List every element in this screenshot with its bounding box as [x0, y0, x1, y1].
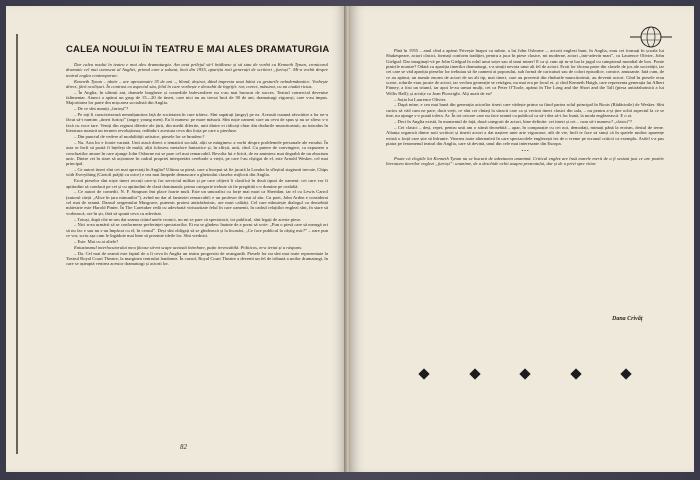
paragraph: Eroii pieselor sînt niște tineri recruți care-și fac serviciul militar și pe care ofițerii îi clasifică în două tipuri de oameni: cei care vor fi aptitudini să conducă pe cei și cu aptitudini de clasă dominantă; prima categorie trebuie să fie pregătită s-o domine pe cealaltă.: [66, 178, 328, 189]
paragraph: – După mine, e cea mai bună din generația actorilor tineri care vădește prima sa fiind partea rolul principal în Roots (Rădăcinile) de Wesker. Sînt curios să văd cum ne pare, dacă vreți, ce sînt cei cîntați la săracii care ca și vecinii tineri clasici din sala, – nu pentru a-și ține ochii aspectul la ce se tine, nu ajunge s-o poată tolera. Ar. În tot oricare care nu face seamă cu publicul ca să-i dea să-i fac bună, la moda englezească. E o zi.: [386, 102, 664, 119]
ornament-row: [420, 366, 630, 382]
paragraph: – În Anglia, în ultimii ani, dramele burgheze și comediile bulevardiere nu s-au mai bucurat de succes. Teatrul comercial devenise falimentar. Atunci a apărut un grup de 15—20 de tineri, care nici nu au trecut încă de 30 de ani, dramaturgi viguroși, care s-au impus. Majoritatea lor parte din mișcarea socialistă din Anglia.: [66, 89, 328, 106]
paragraph: – Soția lui Laurence Olivier.: [394, 96, 447, 102]
right-text-column: [386, 48, 664, 167]
right-page: [350, 6, 694, 472]
diamond-ornament-icon: [620, 368, 631, 379]
paragraph: Dar calea noului în teatru e mai ales dramaturgia. Am avut prilejul să-l întâlnesc și să stau de vorbă cu Kenneth Tynan, cronicarul dramatic cel mai cunoscut al Angliei, primul care a salutat, încă din 1955, apariția noii generații de scriitori „furioși”. Mi-a vorbit despre teatrul englez contemporan:: [66, 62, 328, 78]
paragraph: – Totuși, după cîte m-am dat seama citind unele cronici, nu mi se pare că spectatorii, tot publicul, sînt legați de aceste piese.: [74, 216, 302, 222]
paragraph: Entuziasmul interlocutorului meu făcuse să-mi scape această întrebare, puțin irevocabilă. Politicos, m-a iertat și a răspuns:: [74, 244, 303, 250]
diamond-ornament-icon: [469, 368, 480, 379]
paragraph: – Din punctul de vedere al modalității artistice, piesele lor se înrudesc?: [74, 133, 205, 139]
paragraph: – Pe toți îi caracterizează nemulțumirea față de societatea în care trăiesc. Sînt supărați (angry) pe ea. Această cunună răsvrătire a lor ne-a făcut să-i numim „tineri furioși” (angry young men). Eu îi numesc pe mare măsură. Sînt niște oameni care au ceva de spus și nu se sfiesc s-o facă cu voce tare. Veniți din regiuni diferite ale țării, din medii diferite, unii dintre ei ridicați chiar din rîndurile muncitorimii, au introdus în literatura noastră un termen revoluționar, redîndu-i acestuia ceva din forța pe care o pierduse.: [66, 112, 328, 134]
article-title: CALEA NOULUI ÎN TEATRU E MAI ALES DRAMATURGIA: [66, 44, 330, 55]
globe-emblem-icon: [630, 26, 672, 48]
paragraph: – De ce sînt numiți „furioși”?: [74, 106, 129, 112]
paragraph: Poate că elogiile lui Kenneth Tynan nu se bucură de adeziunea unanimă. Criticul englez are însă marele merit de a fi sesizat just ce are pozitiv literatura tinerilor englezi „furioși”: unanime, de a deschide ochii asupra prezentului, dar și de a privi spre viitor.: [386, 155, 664, 166]
margin-rule: [16, 34, 18, 454]
page-number: 82: [180, 443, 187, 451]
paragraph: Pînă în 1955 – anul cînd a apărut Privește înapoi cu mînie, a lui John Osborne –, actorii englezi buni, în Anglia, erau cei formați în școala lui Shakespeare, actori clasici, formați conform tradiției, pentru a juca în piese clasice, mi moderne, actori „intr-adevăr mari”, cu Laurence Olivier, John Gielgud. Dar imaginați-vă pe John Gielgud în rolul unui soțer sau al unui miner! E ca și cum ați m-ai lua la jugul cu campionul mondial de box. Ponte pinicile noastre? Odată cu apariția tinerilor dramaturgi, s-a simțit nevoia unui alt fel de actori. Eroii lor făceau parte din clasele de jos ale societății, iar cei care se văd apariția pieselor lor trebuiau să fie oameni ai poporului, sub formă de caricaturi sau de colori episodice, comice, amuzante. Iată cum, de ce au apărut, un număr enorm de actori de un alt tip, mai tineri, care au provenit din rîndurile muncitorimii, au devenit actori. Cînd în piesele erau scrise, rolurile erau jucate de actori, iar vechea generație se retrăgea, nu mai era pe locul ei, și cînd Kenneth Haigh, care reprezenta generația lui Albert Finney, a fost un triumf, iar apoi le-au urmat mulți, cei ca Peter O'Toole, apărut în The Long and the Short and the Tall (piesa antirăzboinică a lui Willis Hall); și actrițe ca Joan Plowright. Alți auzit de ea?: [386, 48, 664, 96]
diamond-ornament-icon: [418, 368, 429, 379]
paragraph: – Ce autori tineri sînt cei mai apreciați în Anglia? Ultima sa piesă, care a început să fie jucată la Londra la sfîrșitul stagiunii trecute, Chips with Everything (Cartofi prăjiți cu orice) e cea mai limpede demascare a ghetoului claselor mijlocii din Anglia.: [66, 167, 328, 178]
left-text-column: [66, 62, 328, 267]
paragraph: – Deci în Anglia există, în momentul de față, două categorii de actori, bine definite: cei tineri și cei... cum să-i numesc? „clasici”?: [394, 118, 633, 124]
paragraph: Kenneth Tynan – tânăr – are aproximativ 35 de ani –, blond, deșirat, dând impresia unui băiat cu gesturile neîndemânatice. Vorbește direct, fără ocolișuri. În contrast cu aspectul său, felul în care vorbește e deosebit de îngrijit: rar, corect, măsurat, cu un ciudat rictus.: [66, 78, 328, 89]
diamond-ornament-icon: [570, 368, 581, 379]
paragraph: – Da. Cel mai de seamă este faptul de a fi ceva în Anglia un teatru progresist de avangardă. Piesele lor nu sînt mai toate reprezentate la Teatrul Royal Court Theatre, la marginea centrului londonez. În cursul, Royal Court Theatre a devenit un fel de tribună a noilor dramaturgi, în care se așteaptă venirea acestor dramaturgi și actorii lor.: [66, 250, 328, 267]
paragraph: – Este. Mai cu ai altele?: [74, 239, 119, 244]
paragraph: – Cei clasici – deși, repet, pentru unii am o stimă deosebită – apar, în comparație cu cei noi, demodați, mimați până la eroism, destul de terne. Alianța organică dintre noii scriitori și tinerii actori a dat naștere unei arte viguroase, atît de vie, încît te face să simți că în spatele multor aparențe există o forță care știe să înfrunte. Vinerea toate alternativă în care spectacolele englezești ies de o vreme pe ecranul criticii ca exemplu. Astfel s-a pus piatra pe fenomenul teatral din Anglia, care să devină, unul din cele mai interesante din Europa.: [386, 124, 664, 146]
paragraph: – Nici n-au urmărit să se conformeze preferinței spectatorilor. Ei nu se gîndesc înainte de a porni să scrie: „Pun o piesă care să meargă ori să nu fac e sau nu s-au împăcat cu el, în ceasul”. Deși sînt obligați să se gîndească și la încasări, „Ce face publicul la câștig mic?” – oare pun ce vor, scriu așa cum le îngăduie mai bine să prezinte ideile lor. Sînt vrednici.: [66, 222, 328, 239]
paragraph: • • •: [521, 148, 529, 154]
author-signature: Dana Crivăț: [612, 316, 643, 322]
paragraph: – Ce autori de comedii. N. F. Simpson îmi place foarte mult. Este un umoralist cu forțe mai mari ca Sheridan, iar el cu Lewis Carrol (autorul cărții „Alice în țara minunilor”), avînd un dar al fanteziei remarcabil; e un profesor de ceai al său. Cu poet, John Arden e considerat cel mai de seamă. Dansul sergentului Musgrave, puternic protest antirăzboinic, are mari calități. Cel care mînuiește dialogul cu deosebită măiestrie este Harold Pinter. În The Caretaker redă cu adevărată virtuozitate felul în care oamenii, în cadrul relațiilor englezi sînt, în stare să vorbească, ore în șir, fără să spună ceva cu adevărat.: [66, 189, 328, 216]
paragraph: – Nu. Arta lor e foarte variată. Unii atacă direct o tematică socială, alții se mărginesc a vorbi despre problemele personale ale eroului. În asta se încît să poată fi înțeleși de mulți; alții folosesc metafore fantastice și, în sfîrșit, unii, cînd. Cu putere de convingere, ca expunere a concluziilor amare în care ajunge John Osborne mi se pare cel mai remarcabil. Revolta lui e lirică, de ea amintesc mai degrabă de un zbucium unic. Dintre cei în stare să acționeze în cadrul propriei interpretări cerebrale a vieții, pe care l-au cîștigat de el, este Arnold Wesker, cel mai principal.: [66, 139, 328, 167]
diamond-ornament-icon: [519, 368, 530, 379]
left-page: [6, 6, 346, 472]
